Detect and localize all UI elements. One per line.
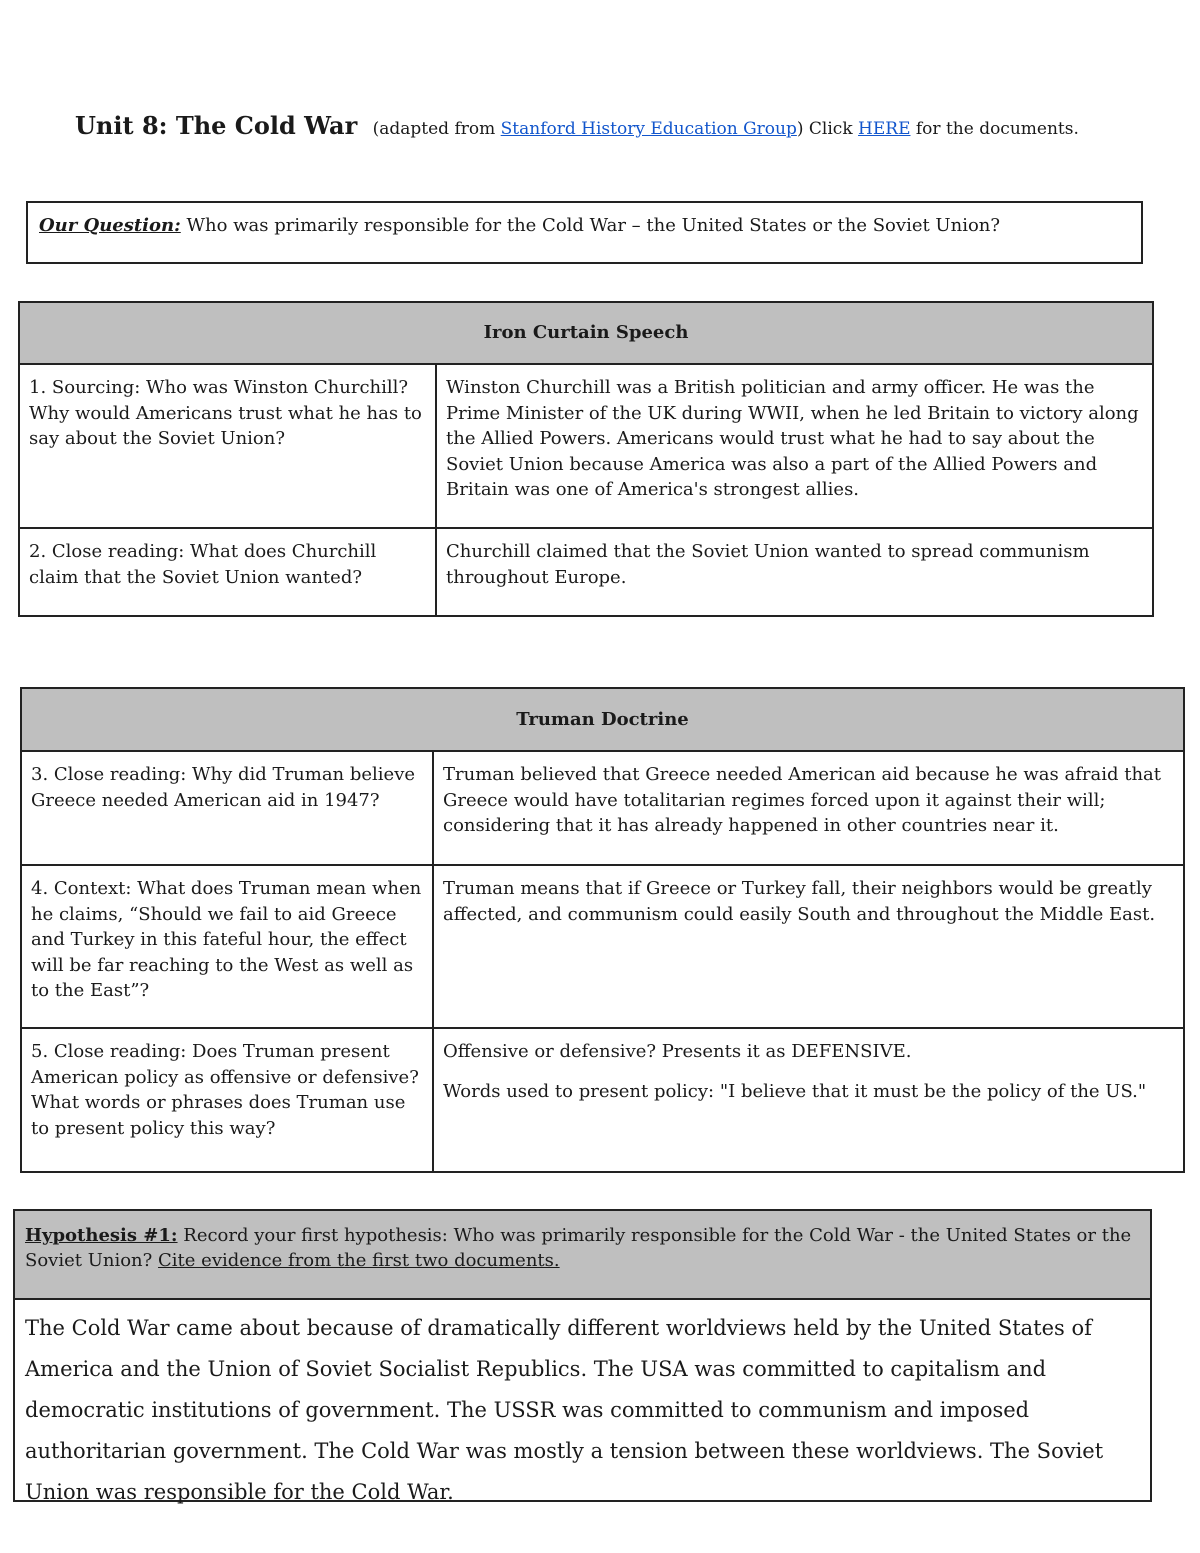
hypothesis-box [13, 1209, 1152, 1502]
unit-title: Unit 8: The Cold War [75, 111, 358, 140]
adapted-suffix: for the documents. [910, 119, 1079, 139]
prompt-cell: 1. Sourcing: Who was Winston Churchill? Why would Americans trust what he has to say about the Soviet Union? [19, 364, 436, 528]
answer-cell[interactable] [433, 1028, 1184, 1172]
documents-link[interactable]: HERE [858, 119, 911, 139]
question-label: Our Question: [39, 215, 181, 236]
question-text: Who was primarily responsible for the Cold War – the United States or the Soviet Union? [180, 215, 1001, 236]
answer-cell[interactable]: Truman believed that Greece needed American aid because he was afraid that Greece would have totalitarian regimes forced upon it against their will; considering that it has already happened in other countries near it. [433, 751, 1184, 865]
answer-cell[interactable]: Winston Churchill was a British politician and army officer. He was the Prime Minister of the UK during WWII, when he led Britain to victory along the Allied Powers. Americans would trust what he had to say about the Soviet Union because America was also a part of the Allied Powers and Britain was one of America's strongest allies. [436, 364, 1153, 528]
source-link[interactable]: Stanford History Education Group [500, 119, 797, 139]
hypothesis-response[interactable]: The Cold War came about because of dramatically different worldviews held by the United States of America and the Union of Soviet Socialist Republics. The USA was committed to capitalism and democratic institutions of government. The USSR was committed to communism and imposed authoritarian government. The Cold War was mostly a tension between these worldviews. The Soviet Union was responsible for the Cold War. [25, 1316, 1104, 1504]
question-box [26, 201, 1143, 264]
hypothesis-prompt: Record your first hypothesis: Who was primarily responsible for the Cold War - the United States or the Soviet Union? [25, 1225, 1132, 1271]
prompt-cell: 5. Close reading: Does Truman present American policy as offensive or defensive? What words or phrases does Truman use to present policy this way? [21, 1028, 433, 1172]
hypothesis-header [15, 1211, 1150, 1300]
page-title [75, 111, 1079, 140]
prompt-cell: 3. Close reading: Why did Truman believe Greece needed American aid in 1947? [21, 751, 433, 865]
answer-line: Words used to present policy: "I believe that it must be the policy of the US." [443, 1080, 1147, 1102]
hypothesis-label: Hypothesis #1: [25, 1225, 178, 1246]
truman-doctrine-table [20, 687, 1185, 1173]
adapted-mid: ) Click [796, 119, 859, 139]
prompt-cell: 4. Context: What does Truman mean when he claims, “Should we fail to aid Greece and Turkey in this fateful hour, the effect will be far reaching to the West as well as to the East”? [21, 865, 433, 1028]
iron-curtain-table [18, 301, 1154, 617]
prompt-cell: 2. Close reading: What does Churchill claim that the Soviet Union wanted? [19, 528, 436, 616]
evidence-note: Cite evidence from the first two documents. [158, 1250, 560, 1271]
iron-curtain-header: Iron Curtain Speech [19, 302, 1153, 364]
answer-cell[interactable]: Churchill claimed that the Soviet Union wanted to spread communism throughout Europe. [436, 528, 1153, 616]
adapted-prefix: (adapted from [372, 119, 501, 139]
answer-line: Offensive or defensive? Presents it as DEFENSIVE. [443, 1041, 912, 1062]
truman-header: Truman Doctrine [21, 688, 1184, 751]
answer-cell[interactable]: Truman means that if Greece or Turkey fall, their neighbors would be greatly affected, and communism could easily South and throughout the Middle East. [433, 865, 1184, 1028]
